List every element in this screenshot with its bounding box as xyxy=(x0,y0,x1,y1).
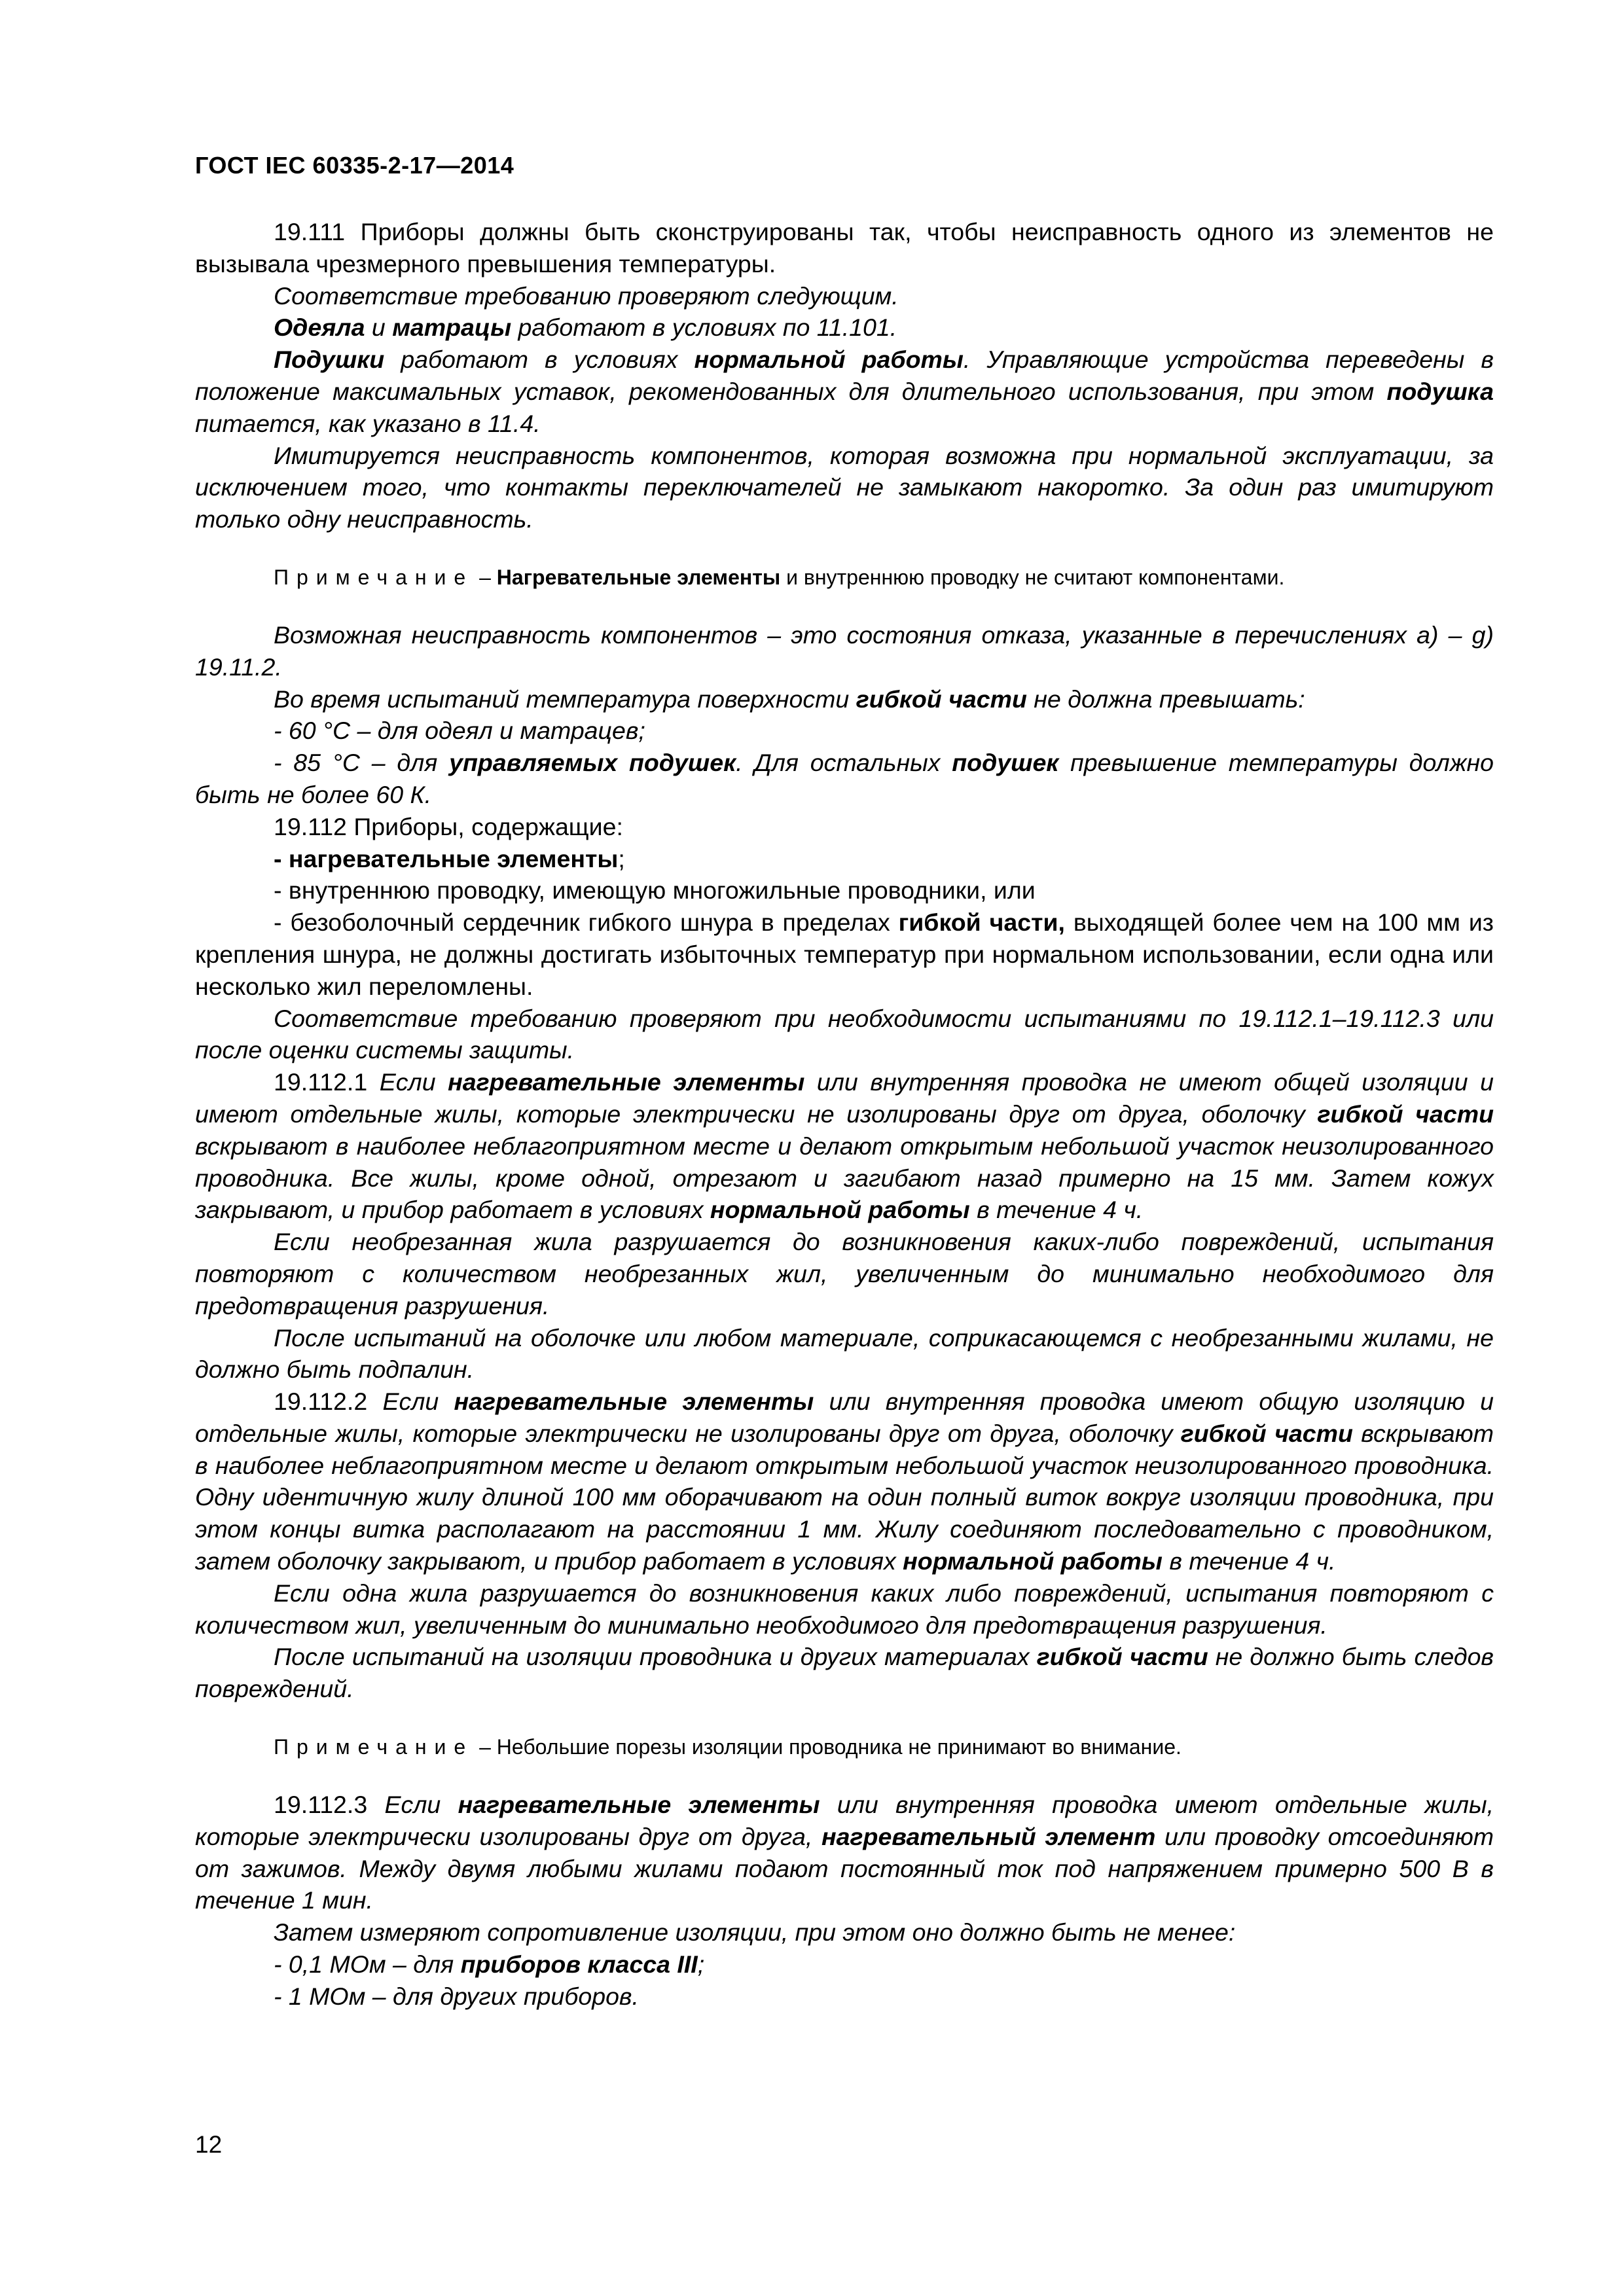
term: гибкой части xyxy=(1317,1100,1494,1128)
note-label: Примечание xyxy=(274,1735,474,1759)
paragraph: Если необрезанная жила разрушается до возникновения каких-либо повреждений, испытания повторяют с количеством необрезанных жил, увеличенным до минимально необходимого для предотвращения разрушения. xyxy=(195,1228,1494,1319)
text: и xyxy=(365,314,393,342)
text: Если xyxy=(367,1388,454,1416)
clause-19-112-2 xyxy=(195,1386,1494,1577)
text: в течение 4 ч. xyxy=(1162,1547,1336,1575)
clause-number: 19.112.2 xyxy=(274,1388,368,1416)
text: ; xyxy=(618,844,625,872)
text: или внутренняя проводка имеют отдельные жилы, которые электрически изолированы друг от друга, xyxy=(195,1791,1494,1850)
text: Если xyxy=(367,1068,448,1096)
text: не должно быть следов повреждений. xyxy=(195,1643,1494,1703)
paragraph xyxy=(195,312,1494,344)
note xyxy=(195,563,1494,592)
term: - нагревательные элементы xyxy=(274,844,619,872)
paragraph xyxy=(195,344,1494,439)
text: - 85 °С – для xyxy=(274,749,450,777)
term: Подушки xyxy=(274,346,385,374)
text: работают в условиях xyxy=(384,346,695,374)
page-number: 12 xyxy=(195,2131,223,2158)
text: работают в условиях по 11.101. xyxy=(511,314,897,342)
list-item xyxy=(195,1948,1494,1981)
clause-19-111 xyxy=(195,216,1494,280)
document-header: ГОСТ IEC 60335-2-17—2014 xyxy=(195,152,514,179)
clause-19-112-1 xyxy=(195,1066,1494,1226)
clause-text: Приборы должны быть сконструированы так, чтобы неисправность одного из элементов не вызывала чрезмерного превышения температуры. xyxy=(195,218,1494,278)
text: превышение температуры должно быть не более 60 К. xyxy=(195,749,1494,808)
paragraph xyxy=(195,683,1494,715)
clause-number: 19.112.3 xyxy=(274,1791,368,1819)
term: нормальной работы xyxy=(694,346,964,374)
term: нормальной работы xyxy=(903,1547,1163,1575)
clause-19-112-3 xyxy=(195,1789,1494,1916)
paragraph: Возможная неисправность компонентов – это состояния отказа, указанные в перечислениях a) – g) 19.11.2. xyxy=(195,620,1494,681)
term: подушка xyxy=(1386,377,1494,405)
term: нагревательные элементы xyxy=(448,1068,805,1096)
term: нагревательные элементы xyxy=(454,1388,814,1416)
term: нагревательный элемент xyxy=(821,1822,1156,1850)
term: Нагревательные элементы xyxy=(496,565,781,589)
text: или внутренняя проводка не имеют общей изоляции и имеют отдельные жилы, которые электрически не изолированы друг от друга, оболочку xyxy=(195,1068,1494,1128)
text: . Для остальных xyxy=(736,749,952,777)
clause-number: 19.112.1 xyxy=(274,1068,368,1096)
term: управляемых подушек xyxy=(449,749,736,777)
note xyxy=(195,1732,1494,1761)
term: нагревательные элементы xyxy=(458,1791,820,1819)
paragraph: Соответствие требованию проверяют при необходимости испытаниями по 19.112.1–19.112.3 или после оценки системы защиты. xyxy=(195,1004,1494,1064)
text: и внутреннюю проводку не считают компонентами. xyxy=(780,565,1285,589)
list-item xyxy=(195,906,1494,1002)
paragraph: Имитируется неисправность компонентов, которая возможна при нормальной эксплуатации, за исключением того, что контакты переключателей не замыкают накоротко. За один раз имитируют только одну неисправность. xyxy=(195,441,1494,533)
term: нормальной работы xyxy=(710,1196,970,1224)
document-body xyxy=(195,216,1494,2013)
term: гибкой части xyxy=(1036,1643,1208,1671)
list-item xyxy=(195,843,1494,875)
text: После испытаний на изоляции проводника и других материалах xyxy=(274,1643,1037,1671)
text: в течение 4 ч. xyxy=(969,1196,1144,1224)
term: гибкой части xyxy=(856,685,1027,713)
paragraph: Соответствие требованию проверяют следующим. xyxy=(274,281,899,310)
text: ; xyxy=(697,1950,705,1979)
term: Одеяла xyxy=(274,314,365,342)
text: – Небольшие порезы изоляции проводника не принимают во внимание. xyxy=(473,1735,1182,1759)
term: гибкой части, xyxy=(898,908,1065,937)
text: питается, как указано в 11.4. xyxy=(195,409,541,437)
text: - 0,1 МОм – для xyxy=(274,1950,461,1979)
paragraph: Если одна жила разрушается до возникновения каких либо повреждений, испытания повторяют с количеством жил, увеличенным до минимально необходимого для предотвращения разрушения. xyxy=(195,1579,1494,1639)
text: . Управляющие устройства переведены в положение максимальных уставок, рекомендованных для длительного использования, при этом xyxy=(195,346,1494,405)
term: подушек xyxy=(952,749,1059,777)
clause-19-112: 19.112 Приборы, содержащие: xyxy=(274,812,623,840)
term: гибкой части xyxy=(1180,1419,1353,1447)
paragraph xyxy=(195,1641,1494,1705)
list-item xyxy=(195,747,1494,811)
note-label: Примечание xyxy=(274,565,474,589)
text: вскрывают в наиболее неблагоприятном месте и делают открытым небольшой участок неизолированного проводника. Все жилы, кроме одной, отрезают и загибают назад примерно на 15 мм. Затем кожух закрывают, и прибор работает в условиях xyxy=(195,1132,1494,1224)
text: или проводку отсоединяют от зажимов. Между двумя любыми жилами подают постоянный ток под напряжением примерно 500 В в течение 1 мин. xyxy=(195,1822,1494,1914)
text: вскрывают в наиболее неблагоприятном месте и делают открытым небольшой участок неизолированного проводника. Одну идентичную жилу длиной 100 мм оборачивают на один полный виток вокруг изоляции проводника, при этом концы витка располагают на расстоянии 1 мм. Жилу соединяют последовательно с проводником, затем оболочку закрывают, и прибор работает в условиях xyxy=(195,1419,1494,1575)
text: Если xyxy=(367,1791,458,1819)
text: не должна превышать: xyxy=(1026,685,1305,713)
list-item: - 60 °С – для одеял и матрацев; xyxy=(274,717,645,745)
text: Во время испытаний температура поверхности xyxy=(274,685,856,713)
text: выходящей более чем на 100 мм из крепления шнура, не должны достигать избыточных температур при нормальном использовании, если одна или несколько жил переломлены. xyxy=(195,908,1494,1000)
text: - безоболочный сердечник гибкого шнура в пределах xyxy=(274,908,899,937)
term: приборов класса III xyxy=(460,1950,698,1979)
paragraph: После испытаний на оболочке или любом материале, соприкасающемся с необрезанными жилами, не должно быть подпалин. xyxy=(195,1323,1494,1384)
list-item: - 1 МОм – для других приборов. xyxy=(274,1982,639,2010)
list-item: - внутреннюю проводку, имеющую многожильные проводники, или xyxy=(274,876,1036,905)
paragraph: Затем измеряют сопротивление изоляции, при этом оно должно быть не менее: xyxy=(274,1918,1236,1946)
clause-number: 19.111 xyxy=(274,218,346,245)
text: или внутренняя проводка имеют общую изоляцию и отдельные жилы, которые электрически не изолированы друг от друга, оболочку xyxy=(195,1388,1494,1447)
text: – xyxy=(473,565,497,589)
term: матрацы xyxy=(392,314,512,342)
